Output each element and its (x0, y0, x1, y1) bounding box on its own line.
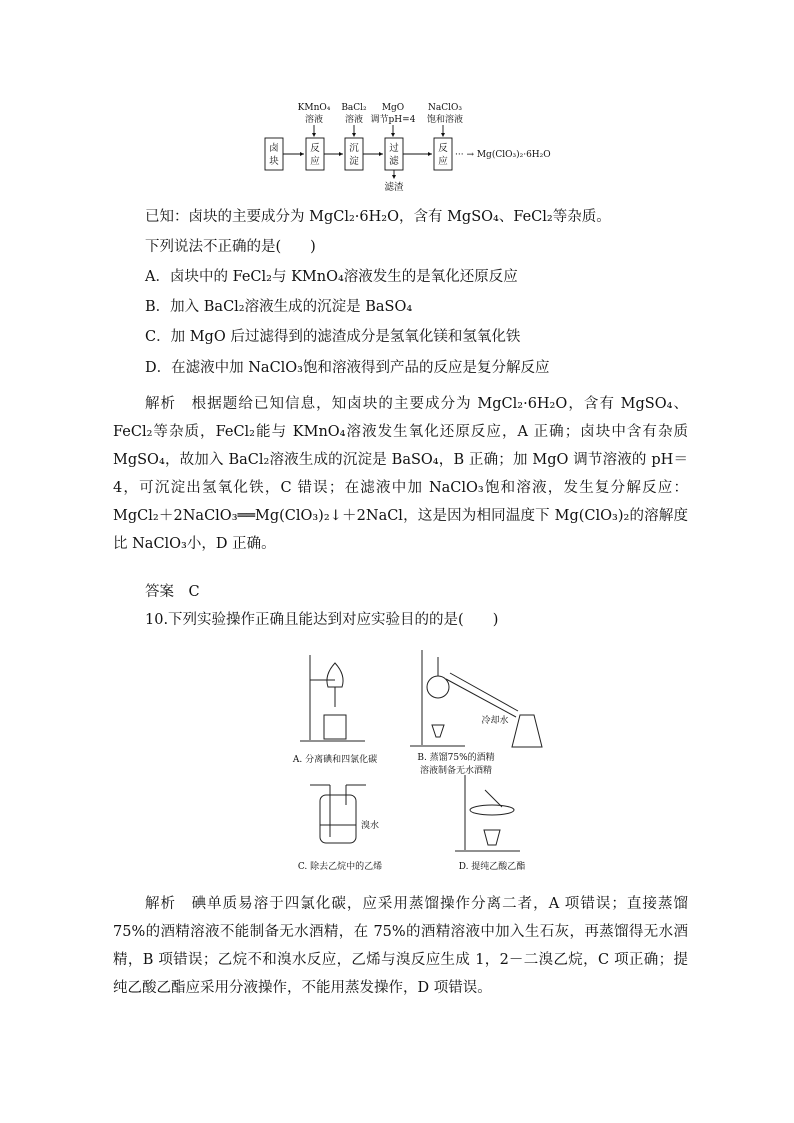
reagent-4-top: NaClO₃ (428, 103, 462, 113)
option-9-c: C．加 MgO 后过滤得到的滤渣成分是氢氧化镁和氢氧化铁 (145, 329, 521, 345)
apparatus-figures (280, 645, 580, 875)
alcohol-lamp-d (484, 830, 500, 845)
analysis-10: 解析 碘单质易溶于四氯化碳，应采用蒸馏操作分离二者，A 项错误；直接蒸馏 75%的酒精溶液不能制备无水酒精，在 75%的酒精溶液中加入生石灰，再蒸馏得无水酒精，B 项错误；乙烷不和溴水反应，乙烯与溴反应生成 1，2－二溴乙烷，C 项正确；提纯乙酸乙酯应采用分液操作，不能用蒸发操作，D 项错误。 (113, 896, 688, 996)
reagent-3-bottom: 调节pH=4 (370, 115, 416, 125)
analysis-9: 解析 根据题给已知信息，知卤块的主要成分为 MgCl₂·6H₂O，含有 MgSO₄、FeCl₂等杂质，FeCl₂能与 KMnO₄溶液发生氧化还原反应，A 正确；卤块中含有杂质 MgSO₄，故加入 BaCl₂溶液生成的沉淀是 BaSO₄，B 正确；加 MgO 调节溶液的 pH＝4，可沉淀出氢氧化铁，C 错误；在滤液中加 NaClO₃饱和溶液，发生复分解反应：MgCl₂＋2NaClO₃══Mg(ClO₃)₂↓＋2NaCl，这是因为相同温度下 Mg(ClO₃)₂的溶解度比 NaClO₃小，D 正确。 (113, 396, 688, 552)
figure-c-bromine-label: 溴水 (360, 821, 380, 831)
figure-b-caption-2: 溶液制备无水酒精 (419, 766, 493, 776)
gas-washing-bottle (320, 795, 356, 843)
reagent-4-bottom: 饱和溶液 (426, 115, 464, 125)
figure-a-caption: A. 分离碘和四氯化碳 (292, 755, 378, 765)
figure-b-water-label: 冷却水 (481, 716, 509, 726)
reagent-2-top: BaCl₂ (341, 103, 367, 113)
condenser (446, 679, 516, 717)
receiving-flask (512, 715, 542, 747)
flow-residue: 滤渣 (384, 182, 404, 193)
flow-box-label-5: 反应 (438, 143, 448, 167)
flow-box-label-3: 沉淀 (349, 143, 359, 167)
evaporating-dish (470, 805, 514, 815)
process-flow-diagram (255, 98, 585, 198)
distillation-flask (427, 676, 449, 698)
flow-box-label-2: 反应 (310, 143, 320, 167)
reagent-1-top: KMnO₄ (297, 103, 331, 113)
figure-b-caption-1: B. 蒸馏75%的酒精 (417, 753, 495, 763)
figure-c-caption: C. 除去乙烷中的乙烯 (297, 862, 383, 872)
beaker-a (324, 715, 346, 739)
flow-svg (255, 98, 585, 198)
reagent-3-top: MgO (381, 103, 405, 113)
apparatus-svg (280, 645, 580, 875)
separatory-funnel (327, 663, 343, 687)
figure-d-caption: D. 提纯乙酸乙酯 (458, 862, 526, 872)
option-9-a: A．卤块中的 FeCl₂与 KMnO₄溶液发生的是氧化还原反应 (145, 269, 518, 285)
flow-box-label-4: 过滤 (389, 143, 399, 167)
alcohol-lamp-b (432, 725, 444, 737)
question-9-stem: 下列说法不正确的是( ) (145, 239, 316, 255)
reagent-1-bottom: 溶液 (304, 115, 324, 125)
question-10-stem: 10.下列实验操作正确且能达到对应实验目的的是( ) (145, 612, 499, 628)
option-9-b: B．加入 BaCl₂溶液生成的沉淀是 BaSO₄ (145, 299, 413, 315)
known-info: 已知：卤块的主要成分为 MgCl₂·6H₂O，含有 MgSO₄、FeCl₂等杂质。 (145, 209, 611, 225)
option-9-d: D．在滤液中加 NaClO₃饱和溶液得到产品的反应是复分解反应 (145, 360, 550, 376)
reagent-2-bottom: 溶液 (344, 115, 364, 125)
answer-9: 答案 C (145, 584, 200, 600)
flow-box-label-1: 卤块 (269, 143, 279, 167)
flow-product: ··· → Mg(ClO₃)₂·6H₂O (455, 150, 551, 160)
